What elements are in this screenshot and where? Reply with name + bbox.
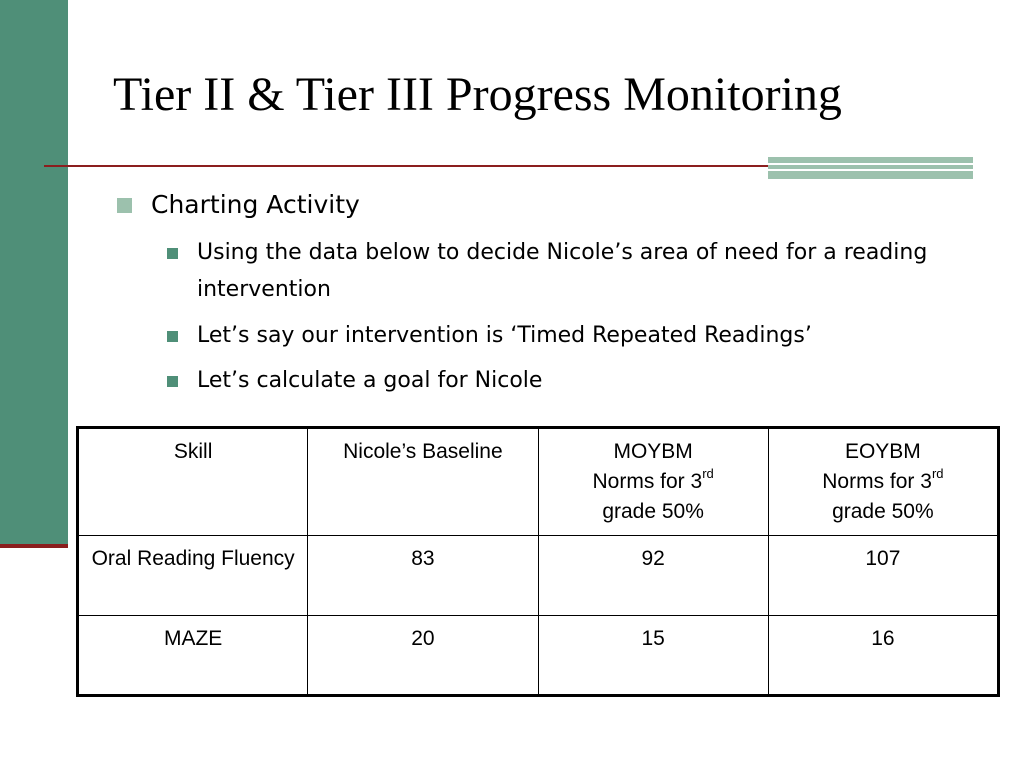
square-bullet-icon — [167, 331, 178, 342]
square-bullet-icon — [167, 376, 178, 387]
header-baseline: Nicole’s Baseline — [308, 428, 538, 536]
moybm-title: MOYBM — [613, 440, 693, 463]
benchmark-table — [76, 426, 1000, 697]
table-header-row — [78, 428, 999, 536]
cell-skill: MAZE — [78, 616, 308, 696]
cell-eoy: 107 — [768, 536, 998, 616]
bullet-text: Charting Activity — [151, 190, 360, 219]
title-divider — [44, 165, 768, 167]
table-row — [78, 616, 999, 696]
header-eoybm — [768, 428, 998, 536]
sub-bullet-text: Let’s calculate a goal for Nicole — [197, 368, 543, 393]
left-bar-underline — [0, 544, 68, 548]
cell-baseline: 83 — [308, 536, 538, 616]
moybm-norms: Norms for 3rd — [592, 466, 714, 493]
sub-bullet-text: Let’s say our intervention is ‘Timed Repeated Readings’ — [197, 323, 812, 348]
header-skill: Skill — [78, 428, 308, 536]
left-decorative-bar — [0, 0, 68, 546]
cell-moy: 92 — [538, 536, 768, 616]
square-bullet-icon — [167, 248, 178, 259]
header-moybm — [538, 428, 768, 536]
eoybm-norms: Norms for 3rd — [822, 466, 944, 493]
eoybm-title: EOYBM — [844, 440, 921, 463]
sub-bullet-text: Using the data below to decide Nicole’s area of need for a reading intervention — [197, 240, 928, 302]
square-bullet-icon — [117, 198, 132, 213]
title-accent-bar — [768, 157, 973, 179]
cell-eoy: 16 — [768, 616, 998, 696]
cell-skill: Oral Reading Fluency — [78, 536, 308, 616]
cell-moy: 15 — [538, 616, 768, 696]
cell-baseline: 20 — [308, 616, 538, 696]
moybm-norms-grade: grade 50% — [602, 500, 704, 523]
eoybm-norms-grade: grade 50% — [832, 500, 934, 523]
table-row — [78, 536, 999, 616]
slide-title: Tier II & Tier III Progress Monitoring — [113, 68, 842, 121]
